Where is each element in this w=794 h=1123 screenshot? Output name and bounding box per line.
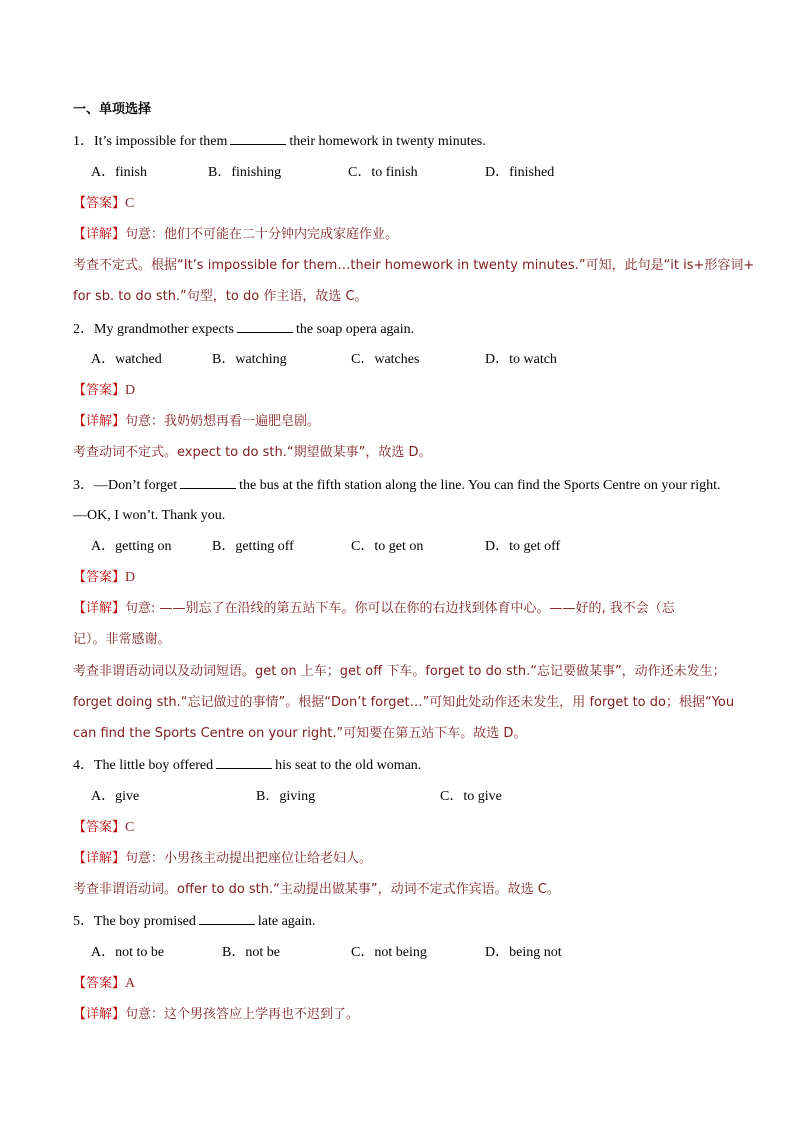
answer-blank <box>199 912 255 925</box>
answer-tag: 【答案】 <box>73 196 126 211</box>
option-b: B．not be <box>222 945 280 960</box>
option-a: A．give <box>91 789 140 804</box>
question-1-detail <box>73 226 734 244</box>
answer-tag: 【答案】 <box>73 820 126 835</box>
option-d: D．to watch <box>485 352 557 367</box>
question-5-stem-b: late again. <box>257 914 316 929</box>
answer-value: C <box>125 196 135 211</box>
detail-text: 句意：这个男孩答应上学再也不迟到了。 <box>125 1007 360 1022</box>
answer-value: D <box>125 570 136 585</box>
question-2-explanation-line-1: 考查动词不定式。expect to do sth.“期望做某事”，故选 D。 <box>73 445 432 460</box>
option-d: D．being not <box>485 945 562 960</box>
option-c: C．watches <box>351 352 420 367</box>
question-3-stem-a: 3．—Don’t forget <box>73 478 178 493</box>
option-d: D．finished <box>485 165 555 180</box>
detail-tag: 【详解】 <box>73 1007 126 1022</box>
question-3-stem-b: the bus at the fifth station along the line. You can find the Sports Centre on your right. <box>239 478 721 493</box>
detail-tag: 【详解】 <box>73 851 126 866</box>
question-3-stem-line-2: —OK, I won’t. Thank you. <box>73 508 226 523</box>
answer-blank <box>216 756 272 769</box>
option-d: D．to get off <box>485 539 561 554</box>
answer-value: C <box>125 820 135 835</box>
question-3-stem <box>73 476 734 495</box>
detail-tag: 【详解】 <box>73 601 126 616</box>
answer-blank <box>230 132 286 145</box>
question-4-stem-b: his seat to the old woman. <box>275 758 422 773</box>
answer-value: A <box>125 976 136 991</box>
answer-tag: 【答案】 <box>73 570 126 585</box>
question-5-stem-a: 5．The boy promised <box>73 914 196 929</box>
option-b: B．finishing <box>208 165 282 180</box>
question-4-stem <box>73 756 734 775</box>
question-2-stem <box>73 320 734 339</box>
question-5-answer <box>73 975 734 993</box>
question-2-stem-a: 2．My grandmother expects <box>73 322 234 337</box>
option-a: A．finish <box>91 165 147 180</box>
option-b: B．giving <box>256 789 316 804</box>
question-3-answer <box>73 569 734 587</box>
section-title: 一、单项选择 <box>73 102 152 117</box>
question-1-answer <box>73 195 734 213</box>
option-a: A．getting on <box>91 539 172 554</box>
question-5-detail <box>73 1006 734 1024</box>
detail-text: 句意：他们不可能在二十分钟内完成家庭作业。 <box>125 227 399 242</box>
answer-blank <box>237 320 293 333</box>
question-4-explanation-line-1: 考查非谓语动词。offer to do sth.“主动提出做某事”，动词不定式作宾语。故选 C。 <box>73 882 560 897</box>
question-2-detail <box>73 413 734 431</box>
option-c: C．to get on <box>351 539 424 554</box>
option-b: B．getting off <box>212 539 294 554</box>
option-b: B．watching <box>212 352 287 367</box>
detail-text: 句意: ——别忘了在沿线的第五站下车。你可以在你的右边找到体育中心。——好的, 我不会（忘 <box>125 601 675 616</box>
question-1-stem <box>73 132 734 151</box>
question-4-detail <box>73 850 734 868</box>
question-3-detail <box>73 600 734 618</box>
answer-tag: 【答案】 <box>73 976 126 991</box>
option-c: C．to finish <box>348 165 418 180</box>
question-4-answer <box>73 819 734 837</box>
question-3-detail-line-2: 记）。非常感谢。 <box>73 632 171 647</box>
answer-blank <box>180 476 236 489</box>
question-2-answer <box>73 382 734 400</box>
question-1-explanation-line-1: 考查不定式。根据“It’s impossible for them…their homework in twenty minutes.”可知，此句是“it is+形容词+ <box>73 258 755 273</box>
detail-text: 句意：我奶奶想再看一遍肥皂剧。 <box>125 414 321 429</box>
detail-text: 句意：小男孩主动提出把座位让给老妇人。 <box>125 851 373 866</box>
question-5-stem <box>73 912 734 931</box>
detail-tag: 【详解】 <box>73 227 126 242</box>
answer-tag: 【答案】 <box>73 383 126 398</box>
question-1-stem-b: their homework in twenty minutes. <box>289 134 486 149</box>
question-3-explanation-line-2: forget doing sth.“忘记做过的事情”。根据“Don’t forget…”可知此处动作还未发生，用 forget to do；根据“You <box>73 695 735 710</box>
question-3-explanation-line-1: 考查非谓语动词以及动词短语。get on 上车；get off 下车。forget to do sth.“忘记要做某事”，动作还未发生； <box>73 664 726 679</box>
option-a: A．watched <box>91 352 162 367</box>
question-2-stem-b: the soap opera again. <box>295 322 415 337</box>
question-3-explanation-line-3: can find the Sports Centre on your right.”可知要在第五站下车。故选 D。 <box>73 726 527 741</box>
option-c: C．not being <box>351 945 427 960</box>
detail-tag: 【详解】 <box>73 414 126 429</box>
answer-value: D <box>125 383 136 398</box>
option-a: A．not to be <box>91 945 165 960</box>
question-4-stem-a: 4．The little boy offered <box>73 758 214 773</box>
option-c: C．to give <box>440 789 502 804</box>
question-1-explanation-line-2: for sb. to do sth.”句型，to do 作主语，故选 C。 <box>73 289 368 304</box>
question-1-stem-a: 1．It’s impossible for them <box>73 134 228 149</box>
